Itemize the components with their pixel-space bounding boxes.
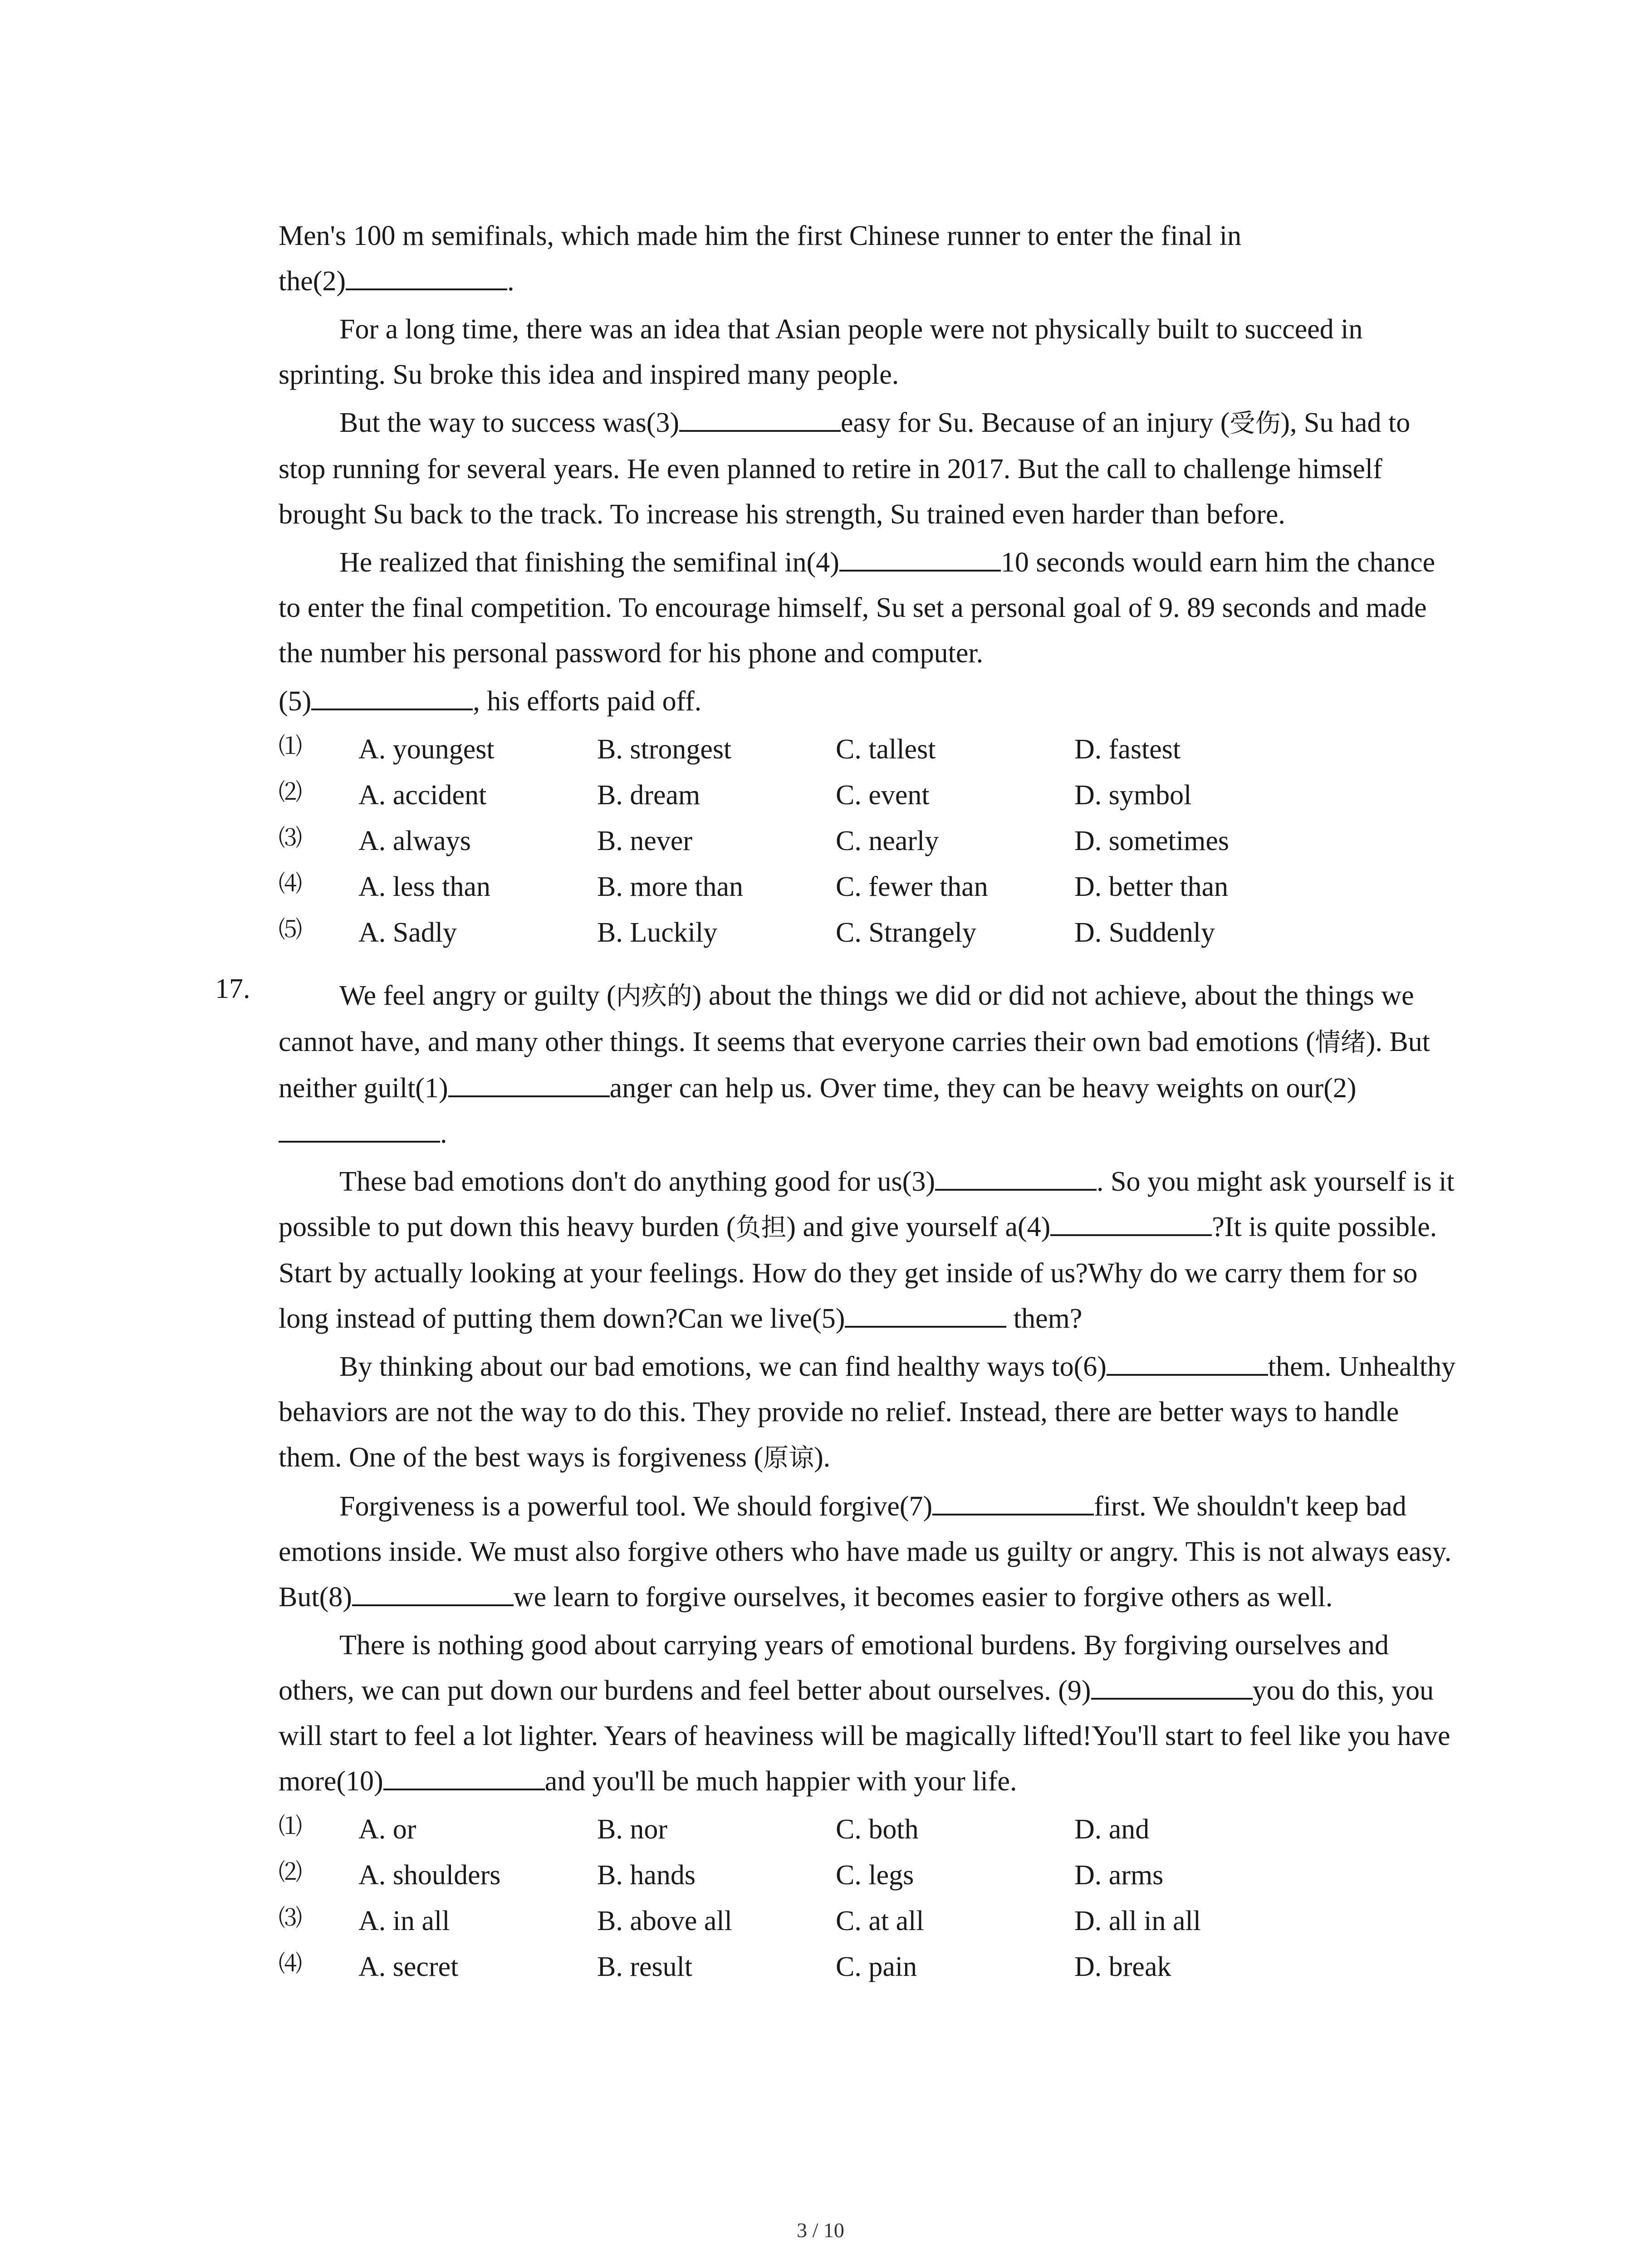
answer-blank bbox=[935, 1165, 1097, 1191]
option-a: A. or bbox=[358, 1814, 416, 1845]
text: you do this, you will start to feel a lot lighter. Years of heaviness will be magically lifted!You'll start to feel like you have more(10) bbox=[279, 1675, 1450, 1797]
option-number: ⑶ bbox=[279, 825, 303, 852]
option-row bbox=[279, 1807, 1458, 1853]
text: , his efforts paid off. bbox=[473, 686, 702, 717]
option-d: D. better than bbox=[1074, 871, 1229, 902]
answer-blank bbox=[1107, 1350, 1268, 1376]
text: the(2) bbox=[279, 266, 346, 297]
text: (5) bbox=[279, 686, 312, 717]
option-c: C. nearly bbox=[836, 826, 939, 856]
option-row bbox=[279, 1853, 1458, 1898]
option-number: ⑵ bbox=[279, 1859, 303, 1886]
answer-blank bbox=[279, 1117, 440, 1143]
option-number: ⑴ bbox=[279, 1813, 303, 1840]
text: ). But neither guilt(1) bbox=[279, 1026, 1430, 1104]
option-number: ⑷ bbox=[279, 1950, 303, 1978]
option-b: B. nor bbox=[597, 1814, 667, 1845]
option-number: ⑷ bbox=[279, 870, 303, 898]
text: ?It is quite possible. Start by actually looking at your feelings. How do they get inside of us?Why do we carry them for so long instead of putting them down?Can we live(5) bbox=[279, 1212, 1437, 1334]
text: We feel angry or guilty ( bbox=[339, 980, 616, 1011]
answer-blank bbox=[383, 1765, 545, 1790]
option-b: B. above all bbox=[597, 1906, 732, 1936]
cjk-gloss: 受伤 bbox=[1230, 409, 1281, 438]
option-d: D. symbol bbox=[1074, 780, 1192, 811]
option-c: C. at all bbox=[836, 1906, 924, 1936]
option-a: A. less than bbox=[358, 871, 491, 902]
passage17-paragraph-5 bbox=[279, 1623, 1458, 1804]
option-number: ⑴ bbox=[279, 733, 303, 760]
text: Men's 100 m semifinals, which made him the first Chinese runner to enter the final in bbox=[279, 220, 1242, 251]
page-number: 3 / 10 bbox=[797, 2219, 844, 2242]
option-c: C. pain bbox=[836, 1951, 917, 1982]
question-17 bbox=[215, 973, 1458, 1990]
answer-blank bbox=[1091, 1674, 1253, 1700]
option-b: B. more than bbox=[597, 871, 743, 902]
text: . bbox=[440, 1118, 447, 1149]
text: first. We shouldn't keep bad emotions inside. We must also forgive others who have made us guilty or angry. This is not always easy. But(8) bbox=[279, 1491, 1452, 1613]
text: ) and give yourself a(4) bbox=[786, 1212, 1051, 1242]
text: . bbox=[507, 266, 514, 297]
text: These bad emotions don't do anything good for us(3) bbox=[339, 1166, 935, 1197]
option-b: B. hands bbox=[597, 1860, 696, 1891]
passage17-options bbox=[279, 1807, 1458, 1990]
option-d: D. and bbox=[1074, 1814, 1150, 1845]
option-c: C. fewer than bbox=[836, 871, 988, 902]
option-b: B. dream bbox=[597, 780, 700, 811]
option-row bbox=[279, 1944, 1458, 1990]
passage16-paragraph-2: For a long time, there was an idea that Asian people were not physically built to succeed in sprinting. Su broke this idea and inspired many people. bbox=[279, 314, 1363, 390]
answer-blank bbox=[679, 406, 841, 432]
option-d: D. sometimes bbox=[1074, 826, 1229, 856]
option-a: A. youngest bbox=[358, 734, 495, 765]
passage16-options bbox=[279, 727, 1458, 956]
option-d: D. break bbox=[1074, 1951, 1171, 1982]
option-number: ⑸ bbox=[279, 916, 303, 943]
answer-blank bbox=[1050, 1211, 1212, 1236]
option-number: ⑶ bbox=[279, 1905, 303, 1932]
passage16-paragraph-5 bbox=[279, 679, 1458, 724]
passage16-paragraph-1 bbox=[279, 213, 1458, 304]
option-row bbox=[279, 772, 1458, 818]
option-b: B. never bbox=[597, 826, 693, 856]
passage17-paragraph-4 bbox=[279, 1484, 1458, 1620]
text: ). bbox=[814, 1442, 831, 1473]
text: ) about the things we did or did not achieve, about the things we cannot have, and many other things. It seems that everyone carries their own bad emotions ( bbox=[279, 980, 1414, 1057]
page-content bbox=[215, 213, 1458, 1990]
text: 10 seconds would earn him the chance to enter the final competition. To encourage himself, Su set a personal goal of 9. 89 seconds and made the number his personal password for his phone and computer. bbox=[279, 547, 1435, 669]
text: There is nothing good about carrying years of emotional burdens. By forgiving ourselves and others, we can put down our burdens and feel better about ourselves. (9) bbox=[279, 1630, 1389, 1706]
option-b: B. result bbox=[597, 1951, 693, 1982]
option-row bbox=[279, 910, 1458, 956]
option-d: D. all in all bbox=[1074, 1906, 1201, 1936]
option-c: C. event bbox=[836, 780, 930, 811]
option-c: C. tallest bbox=[836, 734, 936, 765]
option-number: ⑵ bbox=[279, 779, 303, 806]
passage17-paragraph-3 bbox=[279, 1344, 1458, 1481]
option-c: C. Strangely bbox=[836, 917, 976, 948]
answer-blank bbox=[346, 265, 507, 290]
option-row bbox=[279, 818, 1458, 864]
option-b: B. Luckily bbox=[597, 917, 718, 948]
text: By thinking about our bad emotions, we can find healthy ways to(6) bbox=[339, 1351, 1107, 1382]
answer-blank bbox=[845, 1302, 1006, 1328]
option-a: A. always bbox=[358, 826, 471, 856]
option-row bbox=[279, 864, 1458, 910]
cjk-gloss: 原谅 bbox=[763, 1443, 814, 1473]
cjk-gloss: 负担 bbox=[735, 1213, 787, 1242]
option-d: D. fastest bbox=[1074, 734, 1181, 765]
option-d: D. arms bbox=[1074, 1860, 1164, 1891]
cjk-gloss: 内疚的 bbox=[616, 982, 692, 1011]
text: He realized that finishing the semifinal in(4) bbox=[339, 547, 839, 578]
text: ), Su had to stop running for several years. He even planned to retire in 2017. But the call to challenge himself brought Su back to the track. To increase his strength, Su trained even harder than before. bbox=[279, 407, 1411, 530]
text: anger can help us. Over time, they can be heavy weights on our(2) bbox=[609, 1073, 1357, 1104]
passage17-paragraph-1 bbox=[279, 973, 1458, 1156]
answer-blank bbox=[352, 1581, 514, 1606]
option-a: A. shoulders bbox=[358, 1860, 501, 1891]
text: Forgiveness is a powerful tool. We should forgive(7) bbox=[339, 1491, 933, 1522]
option-d: D. Suddenly bbox=[1074, 917, 1215, 948]
option-c: C. legs bbox=[836, 1860, 914, 1891]
text: . So you might ask yourself is it possible to put down this heavy burden ( bbox=[279, 1166, 1455, 1242]
text: them? bbox=[1006, 1303, 1083, 1334]
option-c: C. both bbox=[836, 1814, 919, 1845]
text: and you'll be much happier with your life. bbox=[544, 1766, 1017, 1797]
answer-blank bbox=[448, 1072, 610, 1097]
answer-blank bbox=[311, 685, 473, 710]
text: we learn to forgive ourselves, it becomes easier to forgive others as well. bbox=[513, 1582, 1333, 1613]
option-row bbox=[279, 1898, 1458, 1944]
passage16-paragraph-3 bbox=[279, 400, 1458, 537]
option-row bbox=[279, 727, 1458, 772]
option-a: A. Sadly bbox=[358, 917, 457, 948]
passage17-paragraph-2 bbox=[279, 1159, 1458, 1341]
text: But the way to success was(3) bbox=[339, 407, 679, 438]
option-a: A. secret bbox=[358, 1951, 459, 1982]
option-a: A. accident bbox=[358, 780, 487, 811]
answer-blank bbox=[932, 1490, 1094, 1515]
text: easy for Su. Because of an injury ( bbox=[841, 407, 1230, 438]
answer-blank bbox=[839, 546, 1001, 572]
cjk-gloss: 情绪 bbox=[1315, 1028, 1366, 1057]
text: them. Unhealthy behaviors are not the way to do this. They provide no relief. Instead, there are better ways to handle them. One of the best ways is forgiveness ( bbox=[279, 1351, 1456, 1473]
option-a: A. in all bbox=[358, 1906, 450, 1936]
question-number: 17. bbox=[215, 973, 250, 1004]
option-b: B. strongest bbox=[597, 734, 732, 765]
passage16-paragraph-4 bbox=[279, 540, 1458, 676]
